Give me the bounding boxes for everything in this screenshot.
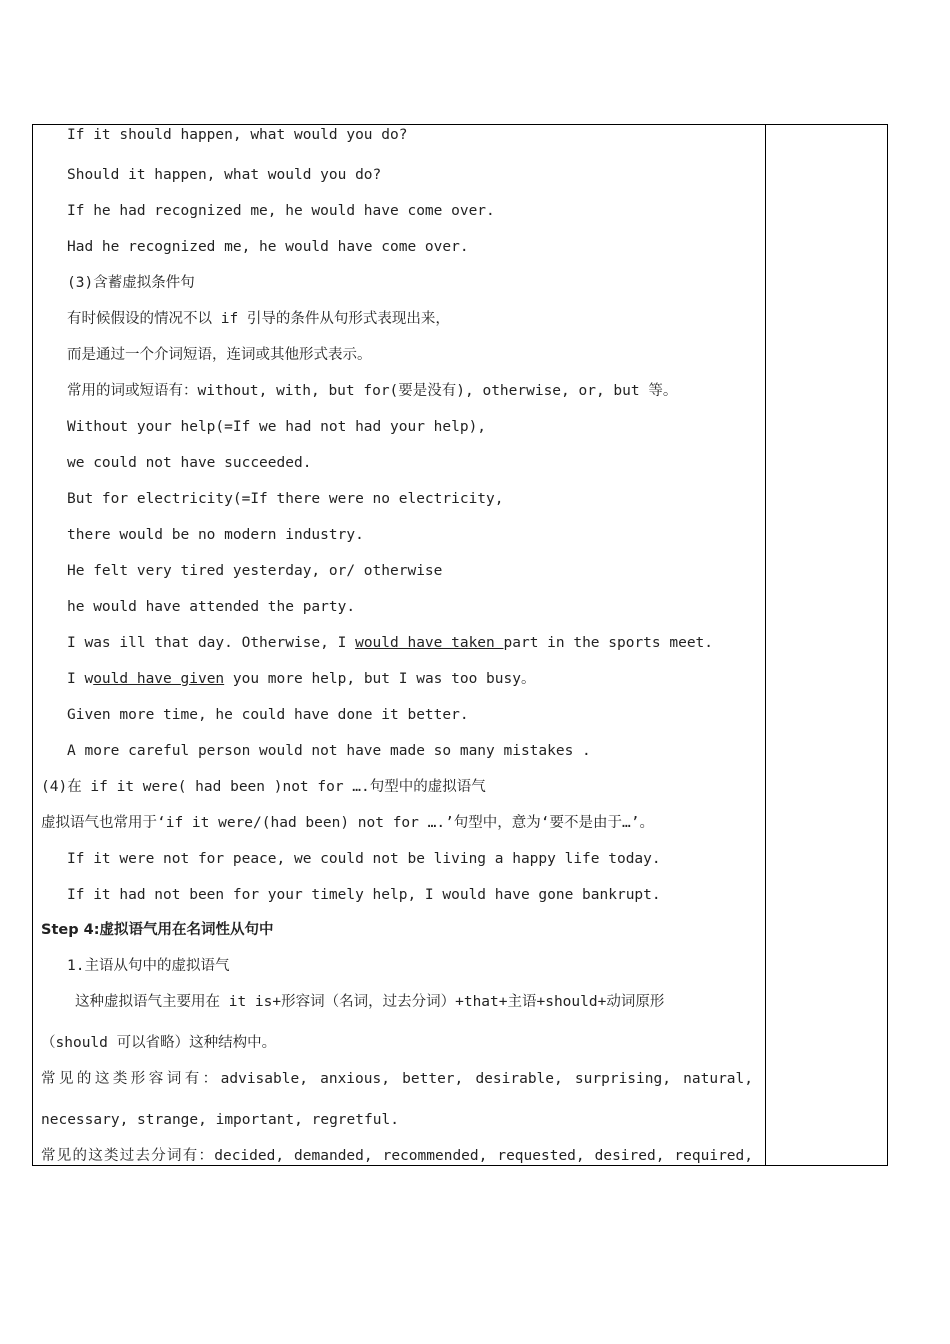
text-line: he would have attended the party. bbox=[67, 599, 356, 615]
section-heading: (4)在 if it were( had been )not for ….句型中的虚拟语气 bbox=[41, 779, 486, 795]
text-span: I w bbox=[67, 671, 94, 687]
section-heading: (3)含蓄虚拟条件句 bbox=[67, 275, 195, 291]
main-cell bbox=[33, 125, 765, 1165]
text-line: we could not have succeeded. bbox=[67, 455, 312, 471]
underlined-phrase: ould have given bbox=[93, 671, 225, 687]
text-line: A more careful person would not have made so many mistakes . bbox=[67, 743, 591, 759]
text-line: Should it happen, what would you do? bbox=[67, 167, 382, 183]
text-line: necessary, strange, important, regretful. bbox=[41, 1112, 399, 1128]
text-line: （should 可以省略）这种结构中。 bbox=[41, 1035, 277, 1051]
text-line bbox=[67, 669, 535, 689]
text-line: Without your help(=If we had not had your help), bbox=[67, 419, 487, 435]
text-span: I was ill that day. Otherwise, I bbox=[67, 635, 356, 651]
notes-cell bbox=[766, 125, 887, 1165]
text-line: 常用的词或短语有：without, with, but for(要是没有), otherwise, or, but 等。 bbox=[67, 383, 678, 399]
text-line: Had he recognized me, he would have come over. bbox=[67, 239, 469, 255]
text-span: you more help, but I was too busy。 bbox=[224, 671, 536, 687]
text-line: But for electricity(=If there were no electricity, bbox=[67, 491, 504, 507]
text-line: If he had recognized me, he would have come over. bbox=[67, 203, 495, 219]
text-line: 常见的这类形容词有：advisable, anxious, better, desirable, surprising, natural, bbox=[41, 1071, 753, 1087]
step-heading: Step 4:虚拟语气用在名词性从句中 bbox=[41, 922, 274, 938]
text-line: If it should happen, what would you do? bbox=[67, 127, 408, 143]
underlined-phrase: would have taken bbox=[355, 635, 504, 651]
text-line: 有时候假设的情况不以 if 引导的条件从句形式表现出来， bbox=[67, 311, 450, 327]
text-line: 虚拟语气也常用于‘if it were/(had been) not for ….’句型中，意为‘要不是由于…’。 bbox=[41, 815, 654, 831]
text-line: there would be no modern industry. bbox=[67, 527, 364, 543]
content-table bbox=[32, 124, 888, 1166]
text-line: If it had not been for your timely help, I would have gone bankrupt. bbox=[67, 887, 661, 903]
text-line: If it were not for peace, we could not be living a happy life today. bbox=[67, 851, 661, 867]
subsection-heading: 1.主语从句中的虚拟语气 bbox=[67, 958, 230, 974]
text-line: Given more time, he could have done it better. bbox=[67, 707, 469, 723]
text-line: 这种虚拟语气主要用在 it is+形容词（名词，过去分词）+that+主语+should+动词原形 bbox=[75, 994, 665, 1010]
text-line: He felt very tired yesterday, or/ otherwise bbox=[67, 563, 443, 579]
text-span: part in the sports meet. bbox=[503, 635, 714, 651]
text-line: 常见的这类过去分词有：decided, demanded, recommended, requested, desired, required, bbox=[41, 1148, 753, 1164]
text-line bbox=[67, 633, 713, 653]
text-line: 而是通过一个介词短语，连词或其他形式表示。 bbox=[67, 347, 372, 363]
